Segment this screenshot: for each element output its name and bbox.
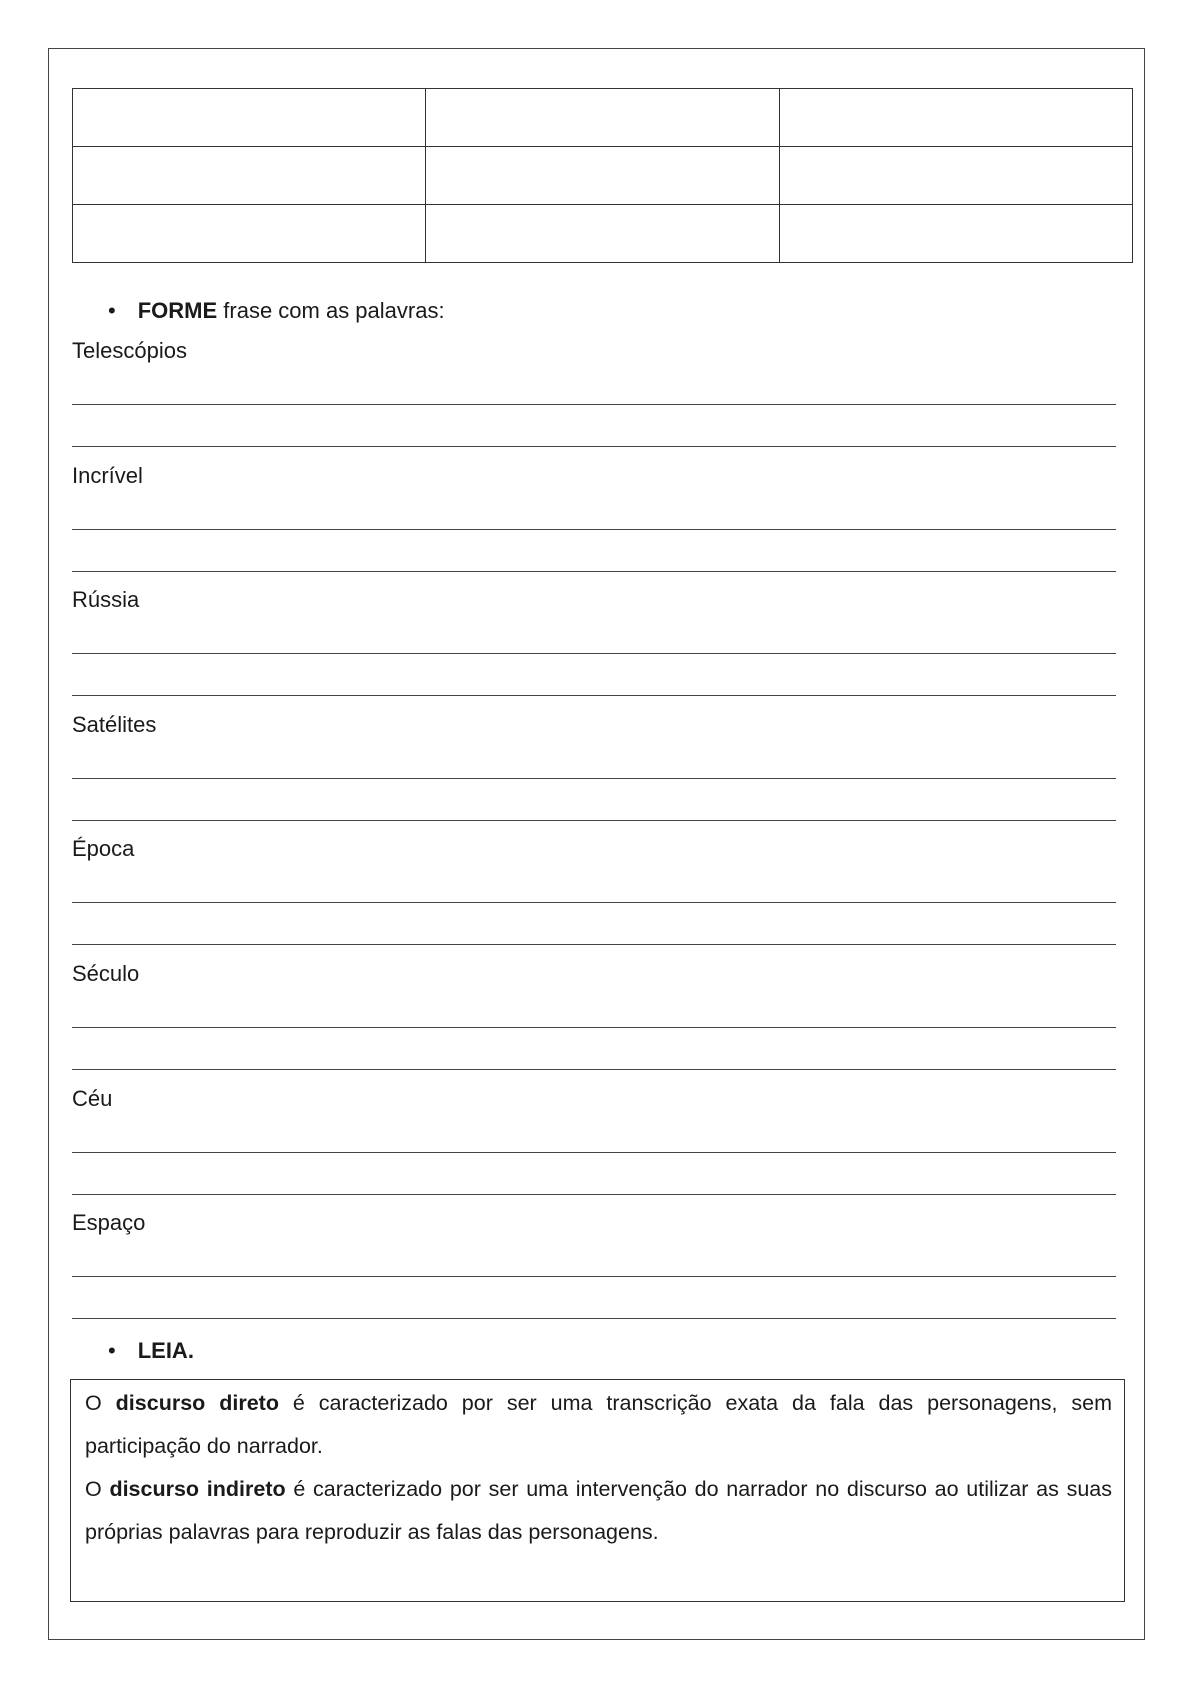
writing-line[interactable] (72, 902, 1116, 903)
word-label: Espaço (72, 1210, 146, 1236)
read-label: LEIA. (137, 1338, 194, 1363)
instruction-text: frase com as palavras: (217, 298, 445, 323)
word-label: Céu (72, 1085, 113, 1111)
table-cell (73, 89, 426, 147)
writing-line[interactable] (72, 404, 1116, 405)
word-label: Incrível (72, 462, 143, 488)
indirect-speech-paragraph (85, 1468, 1112, 1554)
word-label: Satélites (72, 711, 157, 737)
writing-line[interactable] (72, 944, 1116, 945)
word-label: Século (72, 961, 140, 986)
writing-line[interactable] (72, 1194, 1116, 1195)
instruction-line (108, 298, 445, 324)
read-line (108, 1338, 194, 1364)
writing-line[interactable] (72, 653, 1116, 654)
table-cell (426, 147, 779, 205)
writing-line[interactable] (72, 1318, 1116, 1319)
word-label: Telescópios (72, 338, 187, 363)
writing-line[interactable] (72, 820, 1116, 821)
direct-speech-paragraph (85, 1382, 1112, 1468)
writing-line[interactable] (72, 1027, 1116, 1028)
writing-line[interactable] (72, 1276, 1116, 1277)
p1-post: é caracterizado por ser uma transcrição exata da fala das personagens, sem participação do narrador. (85, 1391, 1112, 1458)
empty-table (72, 88, 1133, 263)
writing-line[interactable] (72, 1069, 1116, 1070)
writing-line[interactable] (72, 529, 1116, 530)
p2-post: é caracterizado por ser uma intervenção do narrador no discurso ao utilizar as suas próprias palavras para reproduzir as falas das personagens. (85, 1477, 1112, 1544)
instruction-bold: FORME (137, 298, 218, 323)
word-label: Época (72, 836, 135, 862)
table-cell (73, 205, 426, 263)
writing-line[interactable] (72, 1152, 1116, 1153)
table-cell (426, 89, 779, 147)
writing-line[interactable] (72, 446, 1116, 447)
table-cell (779, 205, 1132, 263)
table-cell (779, 89, 1132, 147)
writing-line[interactable] (72, 695, 1116, 696)
p1-pre: O (85, 1391, 116, 1415)
writing-line[interactable] (72, 778, 1116, 779)
table-row (73, 147, 1133, 205)
direct-speech-term: discurso direto (115, 1391, 279, 1415)
p2-pre: O (85, 1477, 110, 1501)
bullet-icon: • (108, 298, 116, 323)
table-row (73, 205, 1133, 263)
table-row (73, 89, 1133, 147)
table-cell (73, 147, 426, 205)
indirect-speech-term: discurso indireto (109, 1477, 286, 1501)
definition-box (70, 1379, 1125, 1602)
writing-line[interactable] (72, 571, 1116, 572)
bullet-icon: • (108, 1338, 116, 1363)
table-cell (426, 205, 779, 263)
word-label: Rússia (72, 587, 140, 613)
table-cell (779, 147, 1132, 205)
